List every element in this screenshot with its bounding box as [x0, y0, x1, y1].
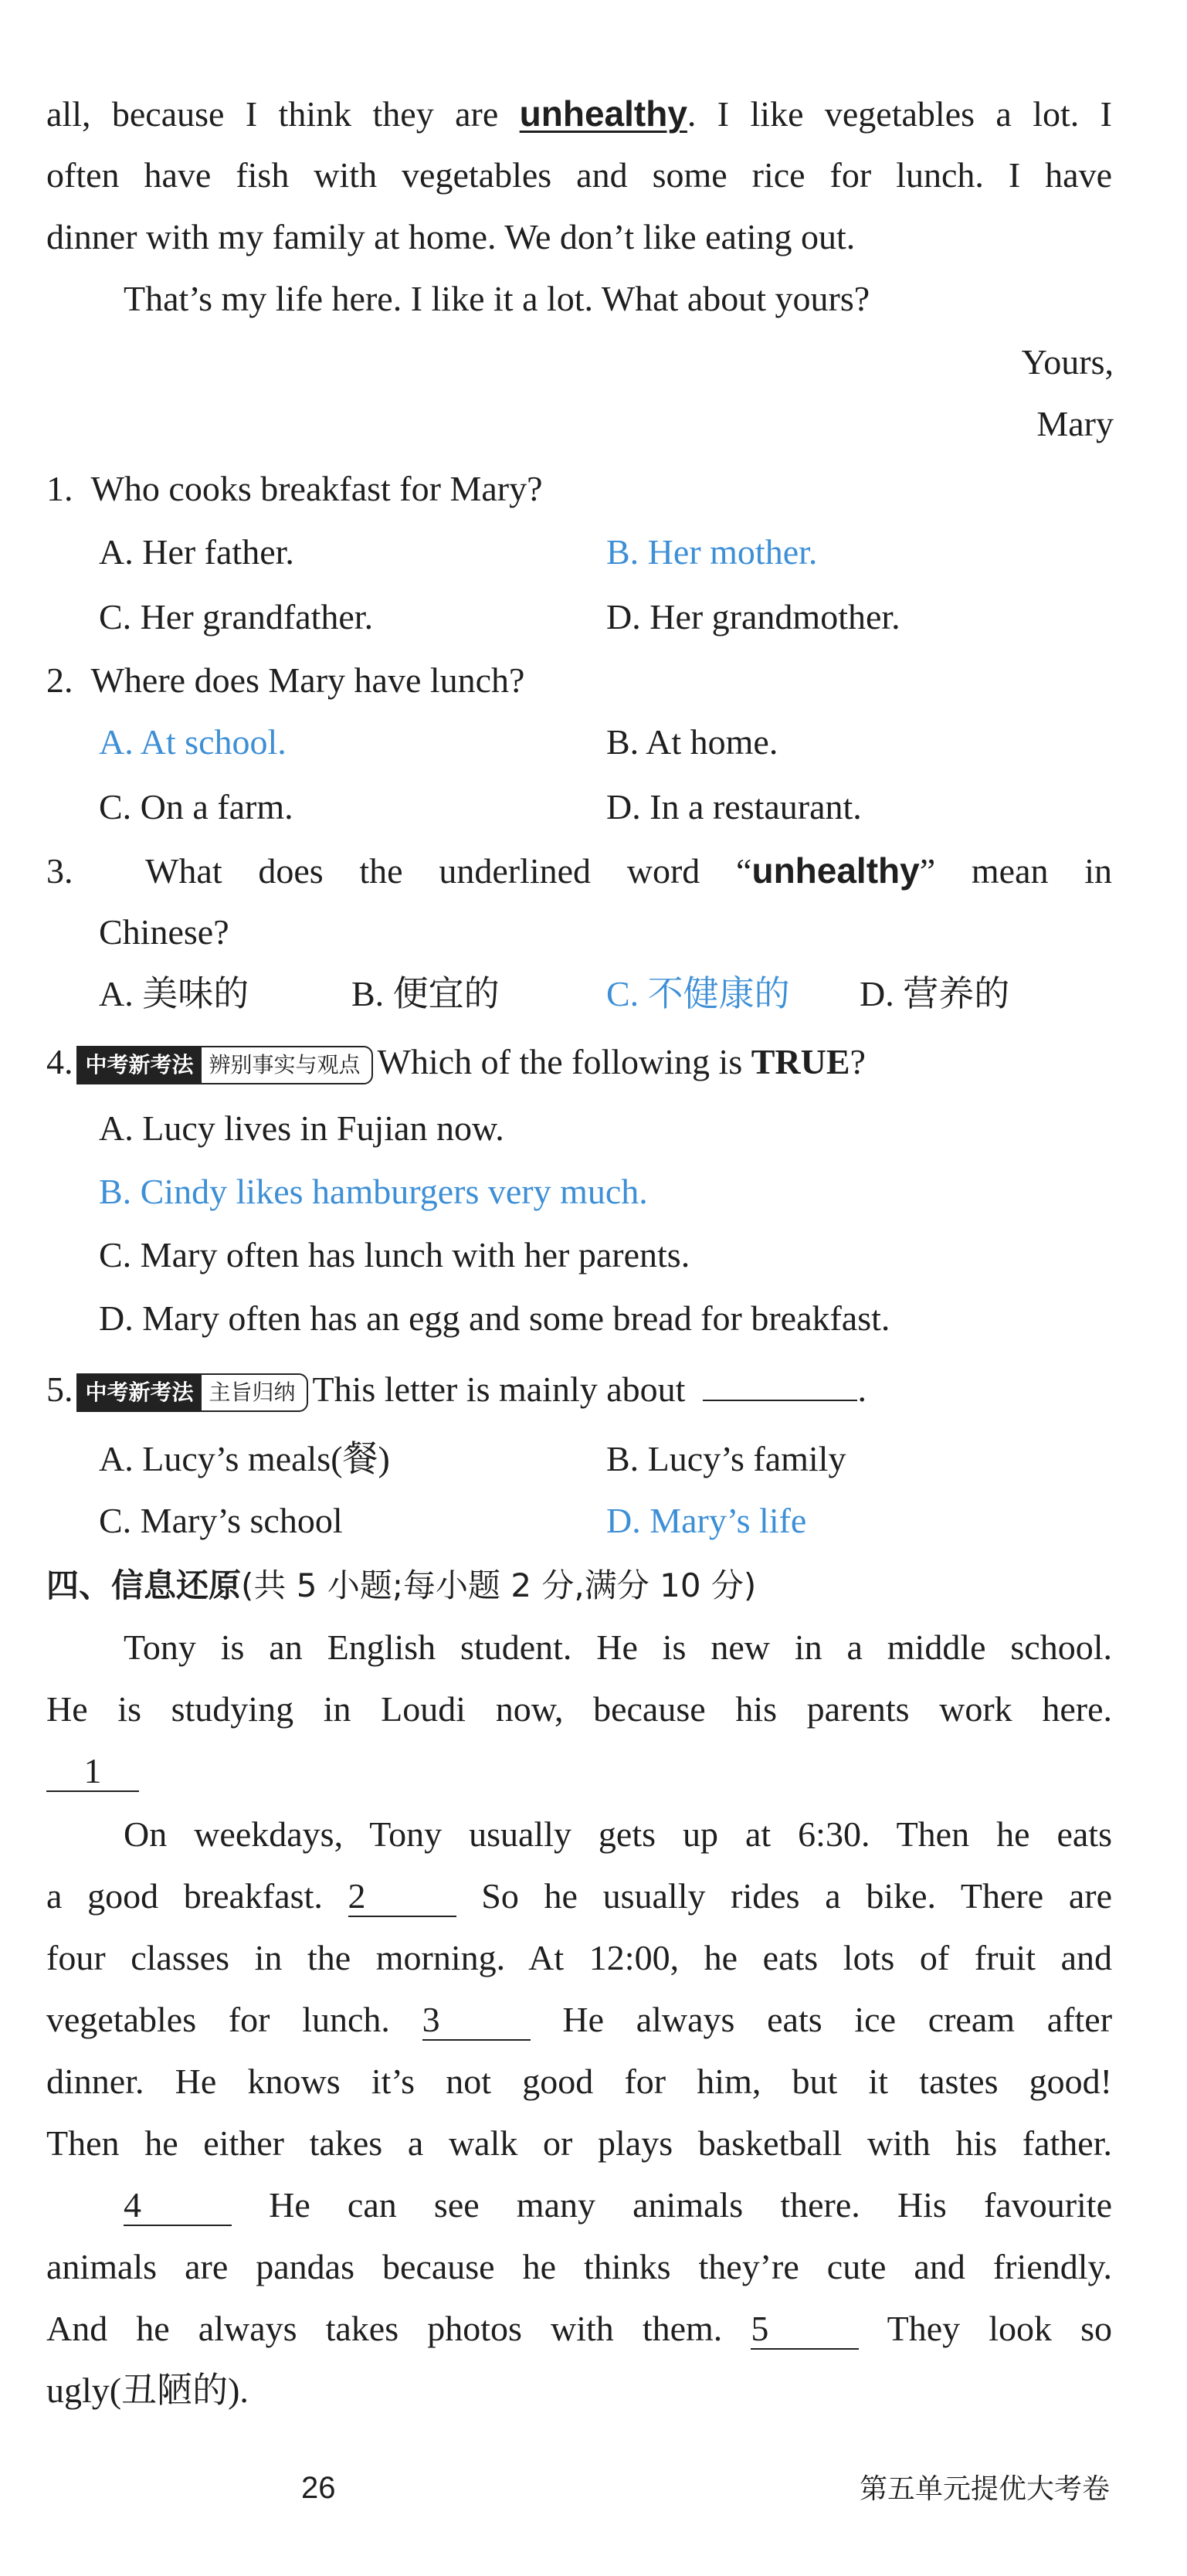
q5-option-b: B. Lucy’s family — [606, 1439, 846, 1478]
q3-option-b: B. 便宜的 — [351, 974, 500, 1013]
q4-option-c: C. Mary often has lunch with her parents. — [99, 1235, 690, 1274]
q4-option-d: D. Mary often has an egg and some bread for breakfast. — [99, 1298, 890, 1338]
q3-option-c-answer: C. 不健康的 — [606, 974, 790, 1013]
q2-option-b: B. At home. — [606, 722, 778, 762]
q2-option-a-answer: A. At school. — [99, 722, 287, 762]
letter-signature: Mary — [1036, 404, 1114, 443]
q4-option-b-answer: B. Cindy likes hamburgers very much. — [99, 1172, 648, 1211]
s4-p2-line-2: a good breakfast. 2 So he usually rides a bike. There are — [46, 1876, 1112, 1916]
answer-blank: 4 — [124, 2186, 232, 2226]
s4-p1-line-1: Tony is an English student. He is new in a middle school. — [124, 1627, 1112, 1667]
q1-option-c: C. Her grandfather. — [99, 597, 374, 636]
passage-line-3: dinner with my family at home. We don’t like eating out. — [46, 217, 856, 256]
s4-p3-line-2: animals are pandas because he thinks they’re cute and friendly. — [46, 2247, 1112, 2286]
exam-tag: 中考新考法 主旨归纳 — [76, 1373, 308, 1412]
question-3: 3. What does the underlined word “unhealthy” mean in — [46, 850, 1113, 891]
exam-tag: 中考新考法 辨别事实与观点 — [76, 1046, 373, 1084]
question-3-cont: Chinese? — [99, 912, 229, 952]
passage-line-2: often have fish with vegetables and some rice for lunch. I have — [46, 155, 1112, 195]
q3-option-a: A. 美味的 — [99, 974, 249, 1013]
s4-p2-line-3: four classes in the morning. At 12:00, he eats lots of fruit and — [46, 1938, 1112, 1977]
q1-option-a: A. Her father. — [99, 532, 294, 572]
q2-option-c: C. On a farm. — [99, 787, 293, 826]
unit-title: 第五单元提优大考卷 — [859, 2473, 1110, 2505]
q5-option-a: A. Lucy’s meals(餐) — [99, 1439, 390, 1478]
s4-blank-1: 1 — [46, 1749, 139, 1794]
letter-closing: Yours, — [1021, 342, 1114, 382]
s4-p2-line-5: dinner. He knows it’s not good for him, but it tastes good! — [46, 2062, 1112, 2101]
q3-option-d: D. 营养的 — [860, 974, 1010, 1013]
s4-p3-line-3: And he always takes photos with them. 5 They look so — [46, 2309, 1113, 2348]
answer-blank: 5 — [751, 2310, 859, 2350]
page-number: 26 — [301, 2471, 336, 2505]
answer-blank — [703, 1400, 857, 1401]
question-5: 5. 中考新考法 主旨归纳 This letter is mainly about . — [46, 1367, 867, 1412]
q1-option-b-answer: B. Her mother. — [606, 532, 818, 572]
answer-blank: 2 — [348, 1877, 456, 1917]
q4-option-a: A. Lucy lives in Fujian now. — [99, 1108, 504, 1148]
section-heading: 四、信息还原(共 5 小题;每小题 2 分,满分 10 分) — [46, 1566, 757, 1604]
question-2: 2. Where does Mary have lunch? — [46, 660, 525, 700]
s4-p2-line-6: Then he either takes a walk or plays basketball with his father. — [46, 2123, 1112, 2163]
q2-option-d: D. In a restaurant. — [606, 787, 862, 826]
answer-blank: 3 — [422, 2001, 531, 2041]
question-4: 4. 中考新考法 辨别事实与观点 Which of the following is TRUE? — [46, 1040, 866, 1084]
passage-line-1: all, because I think they are unhealthy. I like vegetables a lot. I — [46, 93, 1112, 134]
s4-p2-line-1: On weekdays, Tony usually gets up at 6:30. Then he eats — [124, 1814, 1112, 1854]
s4-p2-line-4: vegetables for lunch. 3 He always eats ice cream after — [46, 2000, 1113, 2039]
q5-option-d-answer: D. Mary’s life — [606, 1501, 807, 1540]
underlined-word: unhealthy — [519, 93, 687, 134]
s4-p3-line-1: 4 He can see many animals there. His favourite — [124, 2185, 1112, 2225]
question-1: 1. Who cooks breakfast for Mary? — [46, 469, 543, 508]
s4-p1-line-2: He is studying in Loudi now, because his parents work here. — [46, 1689, 1112, 1729]
passage-line-4: That’s my life here. I like it a lot. What about yours? — [124, 279, 870, 318]
s4-p3-line-4: ugly(丑陋的). — [46, 2371, 249, 2410]
q1-option-d: D. Her grandmother. — [606, 597, 900, 636]
q5-option-c: C. Mary’s school — [99, 1501, 343, 1540]
